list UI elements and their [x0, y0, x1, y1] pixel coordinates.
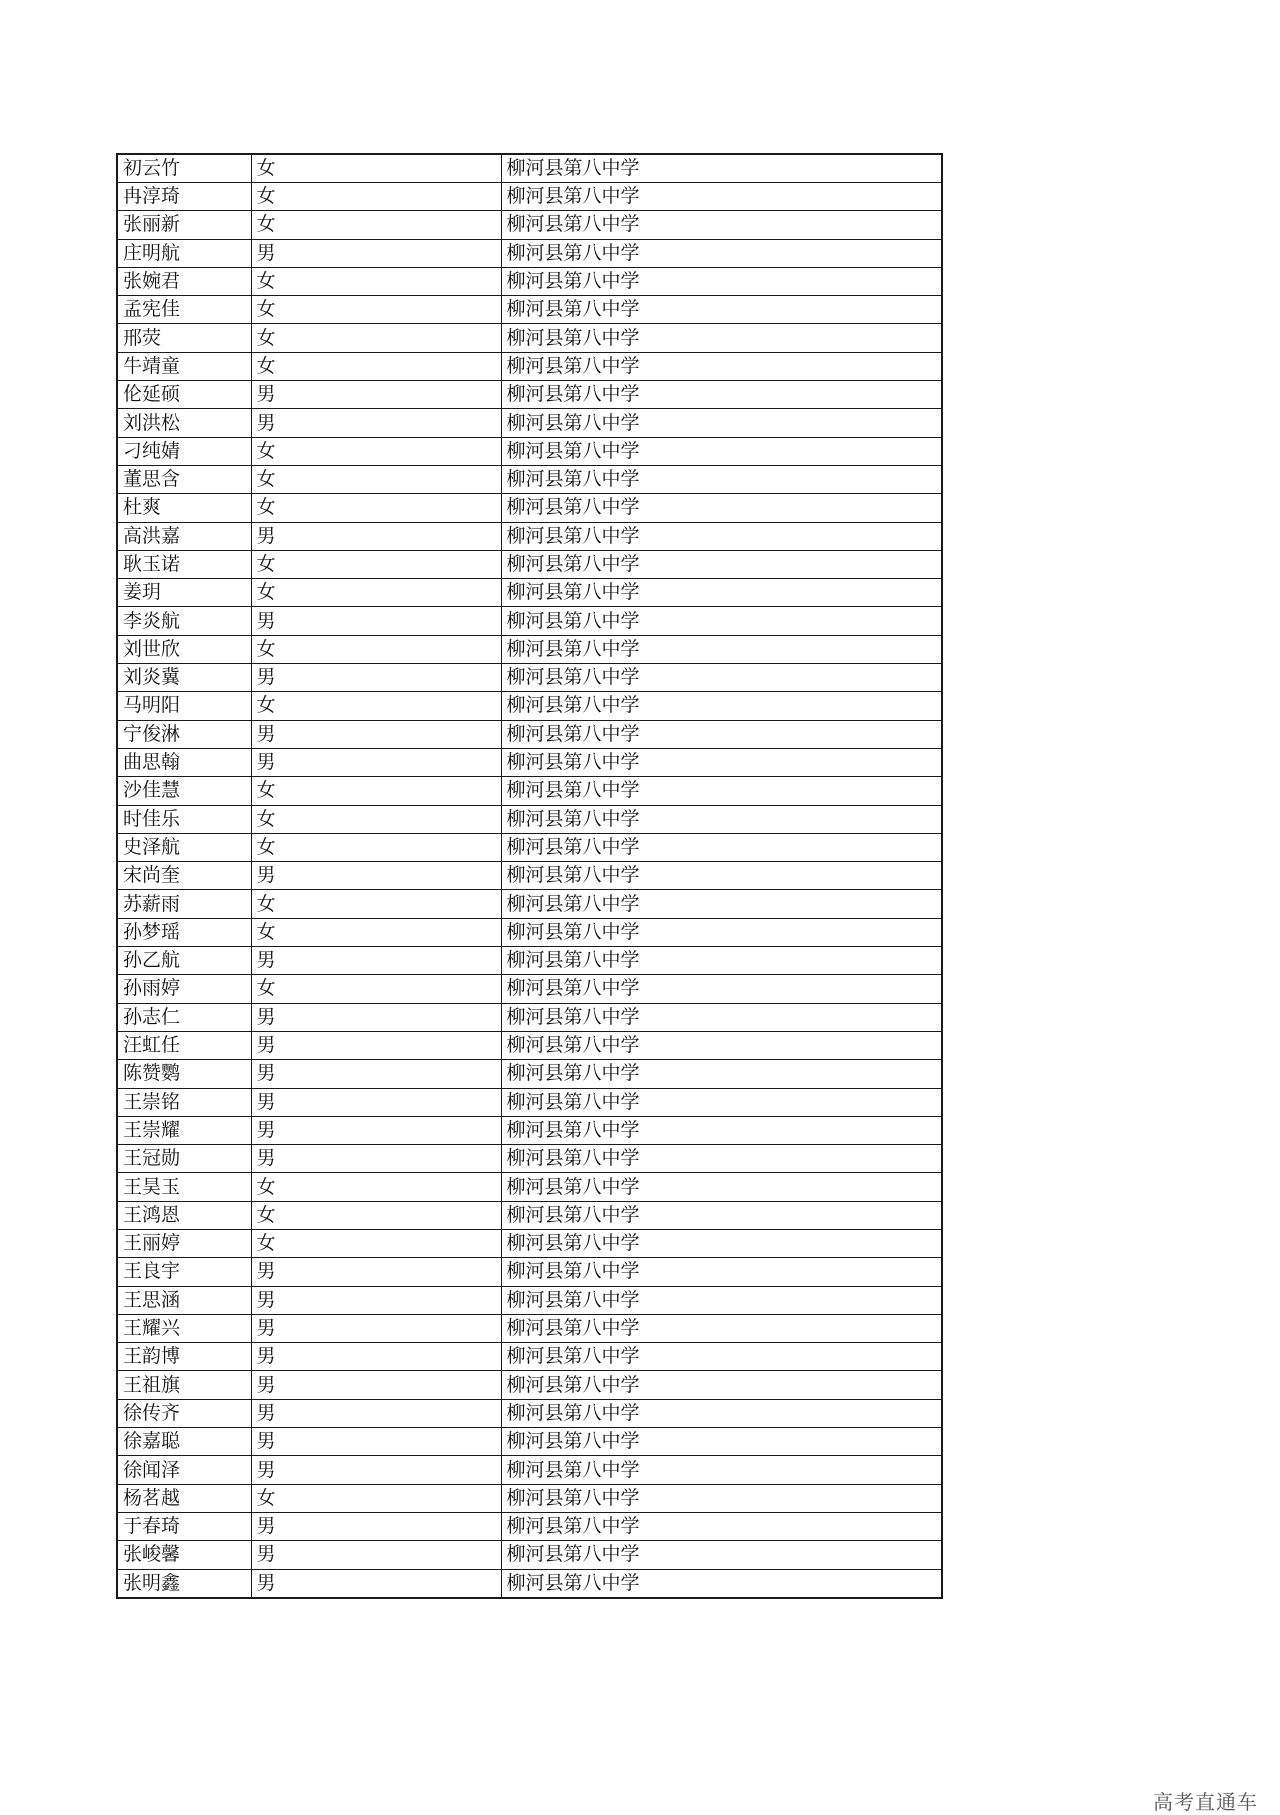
school-cell: 柳河县第八中学: [501, 183, 942, 211]
gender-cell: 男: [251, 1456, 501, 1484]
table-row: [117, 805, 942, 833]
school-cell: 柳河县第八中学: [501, 748, 942, 776]
table-row: [117, 1343, 942, 1371]
school-cell: 柳河县第八中学: [501, 1060, 942, 1088]
gender-cell: 女: [251, 296, 501, 324]
gender-cell: 男: [251, 1343, 501, 1371]
school-cell: 柳河县第八中学: [501, 777, 942, 805]
student-name-cell: 牛靖童: [117, 352, 251, 380]
gender-cell: 男: [251, 239, 501, 267]
table-row: [117, 211, 942, 239]
table-row: [117, 1173, 942, 1201]
school-cell: 柳河县第八中学: [501, 409, 942, 437]
school-cell: 柳河县第八中学: [501, 635, 942, 663]
student-name-cell: 徐传齐: [117, 1399, 251, 1427]
table-row: [117, 579, 942, 607]
gender-cell: 女: [251, 437, 501, 465]
student-roster-table: [116, 153, 943, 1599]
table-row: [117, 1145, 942, 1173]
school-cell: 柳河县第八中学: [501, 1371, 942, 1399]
gender-cell: 男: [251, 862, 501, 890]
student-name-cell: 王韵博: [117, 1343, 251, 1371]
table-row: [117, 381, 942, 409]
table-row: [117, 607, 942, 635]
student-name-cell: 徐嘉聪: [117, 1428, 251, 1456]
gender-cell: 女: [251, 692, 501, 720]
student-name-cell: 王耀兴: [117, 1314, 251, 1342]
student-name-cell: 董思含: [117, 465, 251, 493]
school-cell: 柳河县第八中学: [501, 437, 942, 465]
gender-cell: 女: [251, 579, 501, 607]
gender-cell: 男: [251, 1428, 501, 1456]
student-name-cell: 王崇铭: [117, 1088, 251, 1116]
school-cell: 柳河县第八中学: [501, 1541, 942, 1569]
gender-cell: 女: [251, 975, 501, 1003]
gender-cell: 男: [251, 1286, 501, 1314]
table-row: [117, 918, 942, 946]
school-cell: 柳河县第八中学: [501, 918, 942, 946]
student-name-cell: 汪虹任: [117, 1031, 251, 1059]
student-name-cell: 宁俊淋: [117, 720, 251, 748]
gender-cell: 男: [251, 748, 501, 776]
roster-body: [117, 154, 942, 1598]
student-name-cell: 曲思翰: [117, 748, 251, 776]
table-row: [117, 494, 942, 522]
table-row: [117, 1258, 942, 1286]
student-name-cell: 刘洪松: [117, 409, 251, 437]
student-name-cell: 孙乙航: [117, 947, 251, 975]
school-cell: 柳河县第八中学: [501, 1569, 942, 1598]
student-name-cell: 马明阳: [117, 692, 251, 720]
table-row: [117, 720, 942, 748]
school-cell: 柳河县第八中学: [501, 211, 942, 239]
school-cell: 柳河县第八中学: [501, 296, 942, 324]
student-name-cell: 王思涵: [117, 1286, 251, 1314]
student-name-cell: 王良宇: [117, 1258, 251, 1286]
school-cell: 柳河县第八中学: [501, 1229, 942, 1257]
gender-cell: 男: [251, 1116, 501, 1144]
student-name-cell: 王崇耀: [117, 1116, 251, 1144]
table-row: [117, 522, 942, 550]
gender-cell: 女: [251, 465, 501, 493]
table-row: [117, 1512, 942, 1540]
gender-cell: 女: [251, 890, 501, 918]
school-cell: 柳河县第八中学: [501, 465, 942, 493]
gender-cell: 女: [251, 1229, 501, 1257]
student-name-cell: 庄明航: [117, 239, 251, 267]
table-row: [117, 154, 942, 183]
student-name-cell: 刘世欣: [117, 635, 251, 663]
gender-cell: 男: [251, 1569, 501, 1598]
table-row: [117, 1399, 942, 1427]
student-name-cell: 初云竹: [117, 154, 251, 183]
school-cell: 柳河县第八中学: [501, 1456, 942, 1484]
gender-cell: 男: [251, 522, 501, 550]
table-row: [117, 1569, 942, 1598]
student-name-cell: 史泽航: [117, 833, 251, 861]
table-row: [117, 664, 942, 692]
gender-cell: 男: [251, 1031, 501, 1059]
student-name-cell: 宋尚奎: [117, 862, 251, 890]
table-row: [117, 183, 942, 211]
student-name-cell: 王祖旗: [117, 1371, 251, 1399]
table-row: [117, 1031, 942, 1059]
gender-cell: 男: [251, 1003, 501, 1031]
school-cell: 柳河县第八中学: [501, 522, 942, 550]
school-cell: 柳河县第八中学: [501, 1399, 942, 1427]
school-cell: 柳河县第八中学: [501, 1003, 942, 1031]
table-row: [117, 975, 942, 1003]
table-row: [117, 862, 942, 890]
table-row: [117, 1541, 942, 1569]
school-cell: 柳河县第八中学: [501, 1428, 942, 1456]
school-cell: 柳河县第八中学: [501, 1258, 942, 1286]
student-name-cell: 于春琦: [117, 1512, 251, 1540]
gender-cell: 女: [251, 1173, 501, 1201]
gender-cell: 男: [251, 947, 501, 975]
student-name-cell: 王丽婷: [117, 1229, 251, 1257]
gender-cell: 女: [251, 777, 501, 805]
school-cell: 柳河县第八中学: [501, 1201, 942, 1229]
school-cell: 柳河县第八中学: [501, 947, 942, 975]
school-cell: 柳河县第八中学: [501, 1031, 942, 1059]
school-cell: 柳河县第八中学: [501, 975, 942, 1003]
gender-cell: 男: [251, 664, 501, 692]
student-name-cell: 王冠勋: [117, 1145, 251, 1173]
school-cell: 柳河县第八中学: [501, 1286, 942, 1314]
gender-cell: 女: [251, 154, 501, 183]
school-cell: 柳河县第八中学: [501, 1088, 942, 1116]
table-row: [117, 465, 942, 493]
gender-cell: 女: [251, 833, 501, 861]
student-name-cell: 张婉君: [117, 267, 251, 295]
gender-cell: 男: [251, 1371, 501, 1399]
school-cell: 柳河县第八中学: [501, 1314, 942, 1342]
gender-cell: 男: [251, 1088, 501, 1116]
table-row: [117, 1286, 942, 1314]
student-name-cell: 王鸿恩: [117, 1201, 251, 1229]
school-cell: 柳河县第八中学: [501, 579, 942, 607]
school-cell: 柳河县第八中学: [501, 833, 942, 861]
gender-cell: 男: [251, 607, 501, 635]
table-row: [117, 352, 942, 380]
table-row: [117, 748, 942, 776]
gender-cell: 男: [251, 1145, 501, 1173]
student-name-cell: 姜玥: [117, 579, 251, 607]
student-name-cell: 杨茗越: [117, 1484, 251, 1512]
student-name-cell: 时佳乐: [117, 805, 251, 833]
school-cell: 柳河县第八中学: [501, 1343, 942, 1371]
student-name-cell: 孙雨婷: [117, 975, 251, 1003]
student-name-cell: 张丽新: [117, 211, 251, 239]
table-row: [117, 409, 942, 437]
watermark-text: 高考直通车: [1153, 1790, 1258, 1814]
table-row: [117, 1201, 942, 1229]
table-row: [117, 267, 942, 295]
gender-cell: 女: [251, 550, 501, 578]
school-cell: 柳河县第八中学: [501, 381, 942, 409]
table-row: [117, 324, 942, 352]
table-row: [117, 239, 942, 267]
school-cell: 柳河县第八中学: [501, 550, 942, 578]
gender-cell: 女: [251, 1201, 501, 1229]
gender-cell: 男: [251, 1258, 501, 1286]
school-cell: 柳河县第八中学: [501, 1173, 942, 1201]
gender-cell: 男: [251, 720, 501, 748]
school-cell: 柳河县第八中学: [501, 720, 942, 748]
school-cell: 柳河县第八中学: [501, 862, 942, 890]
student-name-cell: 李炎航: [117, 607, 251, 635]
school-cell: 柳河县第八中学: [501, 1484, 942, 1512]
school-cell: 柳河县第八中学: [501, 1512, 942, 1540]
school-cell: 柳河县第八中学: [501, 1145, 942, 1173]
student-name-cell: 孙梦瑶: [117, 918, 251, 946]
student-name-cell: 杜爽: [117, 494, 251, 522]
table-row: [117, 947, 942, 975]
school-cell: 柳河县第八中学: [501, 267, 942, 295]
school-cell: 柳河县第八中学: [501, 664, 942, 692]
school-cell: 柳河县第八中学: [501, 239, 942, 267]
table-row: [117, 1456, 942, 1484]
gender-cell: 女: [251, 635, 501, 663]
student-name-cell: 沙佳慧: [117, 777, 251, 805]
gender-cell: 男: [251, 1541, 501, 1569]
table-row: [117, 777, 942, 805]
gender-cell: 男: [251, 381, 501, 409]
gender-cell: 女: [251, 494, 501, 522]
student-name-cell: 伦延硕: [117, 381, 251, 409]
table-row: [117, 296, 942, 324]
table-row: [117, 692, 942, 720]
gender-cell: 男: [251, 409, 501, 437]
student-name-cell: 苏薪雨: [117, 890, 251, 918]
table-row: [117, 1484, 942, 1512]
student-name-cell: 孟宪佳: [117, 296, 251, 324]
school-cell: 柳河县第八中学: [501, 1116, 942, 1144]
table-row: [117, 1229, 942, 1257]
table-row: [117, 1314, 942, 1342]
student-name-cell: 邢荧: [117, 324, 251, 352]
student-name-cell: 徐闻泽: [117, 1456, 251, 1484]
table-row: [117, 550, 942, 578]
student-name-cell: 冉淳琦: [117, 183, 251, 211]
gender-cell: 女: [251, 918, 501, 946]
school-cell: 柳河县第八中学: [501, 805, 942, 833]
student-name-cell: 耿玉诺: [117, 550, 251, 578]
gender-cell: 女: [251, 805, 501, 833]
school-cell: 柳河县第八中学: [501, 154, 942, 183]
school-cell: 柳河县第八中学: [501, 352, 942, 380]
table-row: [117, 635, 942, 663]
gender-cell: 女: [251, 183, 501, 211]
student-name-cell: 张峻馨: [117, 1541, 251, 1569]
table-row: [117, 1088, 942, 1116]
school-cell: 柳河县第八中学: [501, 692, 942, 720]
student-name-cell: 高洪嘉: [117, 522, 251, 550]
gender-cell: 男: [251, 1060, 501, 1088]
student-name-cell: 刘炎冀: [117, 664, 251, 692]
table-row: [117, 1060, 942, 1088]
student-name-cell: 王昊玉: [117, 1173, 251, 1201]
table-row: [117, 437, 942, 465]
school-cell: 柳河县第八中学: [501, 607, 942, 635]
school-cell: 柳河县第八中学: [501, 494, 942, 522]
gender-cell: 女: [251, 267, 501, 295]
gender-cell: 女: [251, 352, 501, 380]
table-row: [117, 1003, 942, 1031]
table-row: [117, 833, 942, 861]
student-name-cell: 刁纯婧: [117, 437, 251, 465]
student-name-cell: 陈赞鹦: [117, 1060, 251, 1088]
table-row: [117, 1371, 942, 1399]
student-name-cell: 张明鑫: [117, 1569, 251, 1598]
gender-cell: 女: [251, 211, 501, 239]
school-cell: 柳河县第八中学: [501, 890, 942, 918]
gender-cell: 男: [251, 1512, 501, 1540]
table-row: [117, 1428, 942, 1456]
table-row: [117, 890, 942, 918]
student-name-cell: 孙志仁: [117, 1003, 251, 1031]
table-row: [117, 1116, 942, 1144]
school-cell: 柳河县第八中学: [501, 324, 942, 352]
gender-cell: 男: [251, 1314, 501, 1342]
gender-cell: 女: [251, 1484, 501, 1512]
gender-cell: 女: [251, 324, 501, 352]
gender-cell: 男: [251, 1399, 501, 1427]
